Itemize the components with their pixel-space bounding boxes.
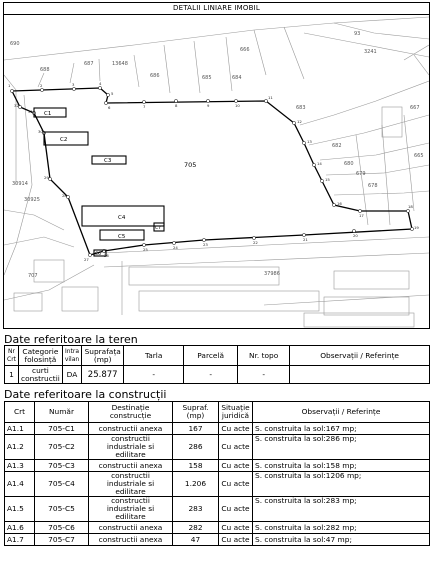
parcel-number: 705	[184, 161, 197, 169]
building-label: C3	[104, 158, 112, 164]
cell-situatie: Cu acte	[219, 522, 253, 534]
col-header: Categorie folosință	[19, 346, 63, 366]
parcel-label: 30925	[24, 197, 40, 203]
cell-numar: 705-C7	[35, 534, 89, 546]
parcel-label: 667	[410, 105, 420, 111]
cell-suprafata: 282	[173, 522, 219, 534]
cell-crt: A1.4	[5, 472, 35, 497]
cell-numar: 705-C2	[35, 435, 89, 460]
vertex-label: 7	[143, 104, 146, 109]
cell-suprafata: 286	[173, 435, 219, 460]
parcel-label: 690	[10, 41, 20, 47]
building-label: C2	[60, 137, 68, 143]
vertex-label: 23	[203, 242, 208, 247]
neighbor-buildings	[14, 107, 414, 327]
cell-crt: A1.2	[5, 435, 35, 460]
cell-observatii: S. construita la sol:286 mp;	[253, 435, 430, 460]
vertex-label: 16	[337, 201, 342, 206]
parcel-label: 678	[368, 183, 378, 189]
cell-topo: -	[238, 366, 290, 384]
col-header: Suprafața (mp)	[82, 346, 124, 366]
cadastral-map	[3, 2, 430, 329]
table-row	[5, 497, 430, 522]
cell-observatii: S. construita la sol:283 mp;	[253, 497, 430, 522]
parcel-705-outline	[12, 88, 412, 255]
vertex-label: 1	[8, 83, 11, 88]
cell-situatie: Cu acte	[219, 423, 253, 435]
vertex-label: 8	[175, 103, 178, 108]
cell-observatii: S. construita la sol:1206 mp;	[253, 472, 430, 497]
parcel-label: 665	[414, 153, 424, 159]
constructii-table	[4, 401, 430, 546]
cell-situatie: Cu acte	[219, 435, 253, 460]
cell-intravilan: DA	[62, 366, 81, 384]
col-header: Destinație construcție	[89, 402, 173, 423]
cell-destinatie: constructii industriale si edilitare	[89, 497, 173, 522]
map-drawing	[4, 15, 429, 329]
parcel-label: 685	[202, 75, 212, 81]
cell-observatii: S. construita la sol:47 mp;	[253, 534, 430, 546]
map-title: DETALII LINIARE IMOBIL	[4, 3, 429, 15]
vertex-label: 27	[84, 257, 89, 262]
parcel-label: 684	[232, 75, 242, 81]
vertex-label: 13	[307, 139, 312, 144]
parcel-label: 687	[84, 61, 94, 67]
parcel-label: 30914	[12, 181, 28, 187]
col-header: Tarla	[124, 346, 184, 366]
cell-destinatie: constructii industriale si edilitare	[89, 435, 173, 460]
cell-situatie: Cu acte	[219, 497, 253, 522]
cell-observatii: S. construita la sol:282 mp;	[253, 522, 430, 534]
vertex-label: 24	[173, 245, 178, 250]
cell-parcela: -	[184, 366, 238, 384]
vertex-label: 2	[40, 83, 43, 88]
parcel-label: 679	[356, 171, 366, 177]
parcel-label: 13648	[112, 61, 128, 67]
vertex-label: 17	[359, 213, 364, 218]
parcel-label: 666	[240, 47, 250, 53]
vertex-label: 32	[14, 103, 19, 108]
cell-suprafata: 158	[173, 460, 219, 472]
table-row	[5, 366, 430, 384]
cell-tarla: -	[124, 366, 184, 384]
constructii-section-title: Date referitoare la construcții	[4, 388, 167, 401]
building-label: C6	[95, 252, 102, 257]
cell-destinatie: constructii anexa	[89, 423, 173, 435]
cell-suprafata: 283	[173, 497, 219, 522]
vertex-label: 29	[44, 175, 49, 180]
cell-suprafata: 47	[173, 534, 219, 546]
parcel-label: 686	[150, 73, 160, 79]
vertex-label: 3	[72, 82, 75, 87]
vertex-label: 28	[62, 193, 67, 198]
vertex-label: 11	[268, 95, 273, 100]
cell-situatie: Cu acte	[219, 460, 253, 472]
col-header: Supraf. (mp)	[173, 402, 219, 423]
parcel-label: 682	[332, 143, 342, 149]
cell-suprafata: 1.206	[173, 472, 219, 497]
vertex-label: 22	[253, 240, 258, 245]
building-label: C5	[118, 234, 126, 240]
building-label: C1	[44, 111, 52, 117]
vertex-label: 10	[235, 103, 240, 108]
cell-numar: 705-C6	[35, 522, 89, 534]
table-row	[5, 435, 430, 460]
constructii-header-row	[5, 402, 430, 423]
cell-destinatie: constructii anexa	[89, 534, 173, 546]
parcel-label: 3241	[364, 49, 377, 55]
cell-suprafata: 25.877	[82, 366, 124, 384]
cell-crt: A1.6	[5, 522, 35, 534]
col-header: Observații / Referințe	[290, 346, 430, 366]
cell-destinatie: constructii anexa	[89, 460, 173, 472]
vertex-label: 14	[317, 161, 322, 166]
cell-observatii: S. construita la sol:158 mp;	[253, 460, 430, 472]
teren-table	[4, 345, 430, 384]
parcel-label: 683	[296, 105, 306, 111]
cell-observatii	[290, 366, 430, 384]
cell-crt: A1.1	[5, 423, 35, 435]
cell-numar: 705-C4	[35, 472, 89, 497]
cell-suprafata: 167	[173, 423, 219, 435]
cell-categorie: curti constructii	[19, 366, 63, 384]
col-header: Parcelă	[184, 346, 238, 366]
cell-numar: 705-C5	[35, 497, 89, 522]
vertex-label: 15	[325, 177, 330, 182]
parcel-label: 688	[40, 67, 50, 73]
table-row	[5, 534, 430, 546]
col-header: Crt	[5, 402, 35, 423]
col-header: Situație juridică	[219, 402, 253, 423]
vertex-label: 18	[408, 204, 413, 209]
cell-situatie: Cu acte	[219, 534, 253, 546]
parcel-label: 680	[344, 161, 354, 167]
vertex-label: 5	[111, 91, 114, 96]
table-row	[5, 472, 430, 497]
parcel-label: 93	[354, 31, 361, 37]
building-label: C4	[118, 215, 126, 221]
parcel-label: 707	[28, 273, 38, 279]
table-row	[5, 522, 430, 534]
cell-numar: 705-C3	[35, 460, 89, 472]
vertex-label: 4	[99, 81, 102, 86]
building-label: C7	[155, 226, 162, 231]
teren-section-title: Date referitoare la teren	[4, 333, 138, 346]
cell-numar: 705-C1	[35, 423, 89, 435]
col-header: Nr. topo	[238, 346, 290, 366]
cell-crt: A1.5	[5, 497, 35, 522]
vertex-label: 20	[353, 233, 358, 238]
cell-situatie: Cu acte	[219, 472, 253, 497]
neighbor-parcel-lines	[4, 17, 429, 315]
vertex-label: 21	[303, 237, 308, 242]
cell-destinatie: constructii industriale si edilitare	[89, 472, 173, 497]
table-row	[5, 423, 430, 435]
cell-crt: A1.7	[5, 534, 35, 546]
cell-observatii: S. construita la sol:167 mp;	[253, 423, 430, 435]
table-row	[5, 460, 430, 472]
col-header: Observații / Referințe	[253, 402, 430, 423]
vertex-label: 25	[143, 247, 148, 252]
parcel-labels	[10, 31, 424, 279]
parcel-label: 37986	[264, 271, 280, 277]
col-header: Număr	[35, 402, 89, 423]
cell-crt: A1.3	[5, 460, 35, 472]
vertex-label: 6	[108, 105, 111, 110]
vertex-markers	[10, 86, 413, 256]
vertex-label: 19	[414, 225, 419, 230]
teren-header-row	[5, 346, 430, 366]
vertex-label: 30	[38, 129, 43, 134]
col-header: Nr Crt	[5, 346, 19, 366]
vertex-label: 12	[297, 119, 302, 124]
cell-destinatie: constructii anexa	[89, 522, 173, 534]
cell-nr: 1	[5, 366, 19, 384]
vertex-label: 31	[28, 109, 33, 114]
vertex-label: 9	[207, 103, 210, 108]
vertex-label: 26	[104, 253, 109, 258]
col-header: Intra vilan	[62, 346, 81, 366]
